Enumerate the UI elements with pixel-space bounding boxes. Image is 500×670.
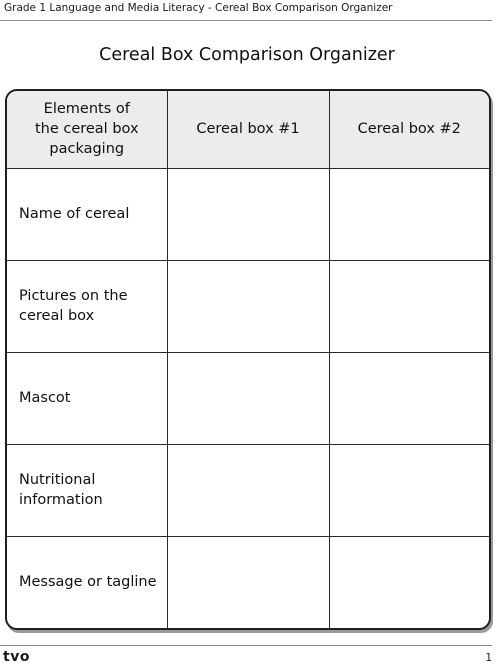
elements-column-header — [7, 91, 167, 168]
footer-divider — [0, 645, 492, 646]
header-divider — [0, 20, 492, 21]
document-title: Cereal Box Comparison Organizer — [99, 45, 395, 65]
tvo-logo: tvo — [3, 649, 30, 665]
row-label-nutritional-information — [7, 444, 167, 536]
page-header: Grade 1 Language and Media Literacy - Cereal Box Comparison Organizer — [4, 2, 393, 14]
table-header-row — [7, 91, 489, 168]
row-label-line: Nutritional — [19, 472, 96, 488]
answer-cell-box-2[interactable] — [329, 444, 489, 536]
answer-cell-box-2[interactable] — [329, 352, 489, 444]
row-label-line: information — [19, 492, 103, 508]
cereal-box-2-column-header: Cereal box #2 — [329, 91, 489, 168]
answer-cell-box-1[interactable] — [167, 352, 329, 444]
cereal-box-1-column-header: Cereal box #1 — [167, 91, 329, 168]
answer-cell-box-1[interactable] — [167, 444, 329, 536]
answer-cell-box-2[interactable] — [329, 536, 489, 628]
row-label-line: Pictures on the — [19, 288, 128, 304]
table-row — [7, 260, 489, 352]
answer-cell-box-2[interactable] — [329, 168, 489, 260]
table-row — [7, 352, 489, 444]
page-number: 1 — [485, 652, 492, 664]
answer-cell-box-1[interactable] — [167, 260, 329, 352]
row-label-line: Message or tagline — [19, 574, 157, 591]
row-label-pictures — [7, 260, 167, 352]
header-line: packaging — [49, 141, 125, 158]
table-row — [7, 444, 489, 536]
row-label-name-of-cereal — [7, 168, 167, 260]
row-label-line: cereal box — [19, 308, 95, 324]
answer-cell-box-1[interactable] — [167, 168, 329, 260]
header-line: Elements of — [43, 101, 130, 118]
table-row — [7, 168, 489, 260]
row-label-mascot — [7, 352, 167, 444]
row-label-line: Name of cereal — [19, 206, 130, 222]
comparison-table — [5, 89, 491, 630]
header-line: the cereal box — [34, 121, 139, 138]
organizer-table — [7, 91, 489, 628]
answer-cell-box-1[interactable] — [167, 536, 329, 628]
answer-cell-box-2[interactable] — [329, 260, 489, 352]
row-label-line: Mascot — [19, 390, 71, 406]
row-label-message-or-tagline — [7, 536, 167, 628]
table-row — [7, 536, 489, 628]
